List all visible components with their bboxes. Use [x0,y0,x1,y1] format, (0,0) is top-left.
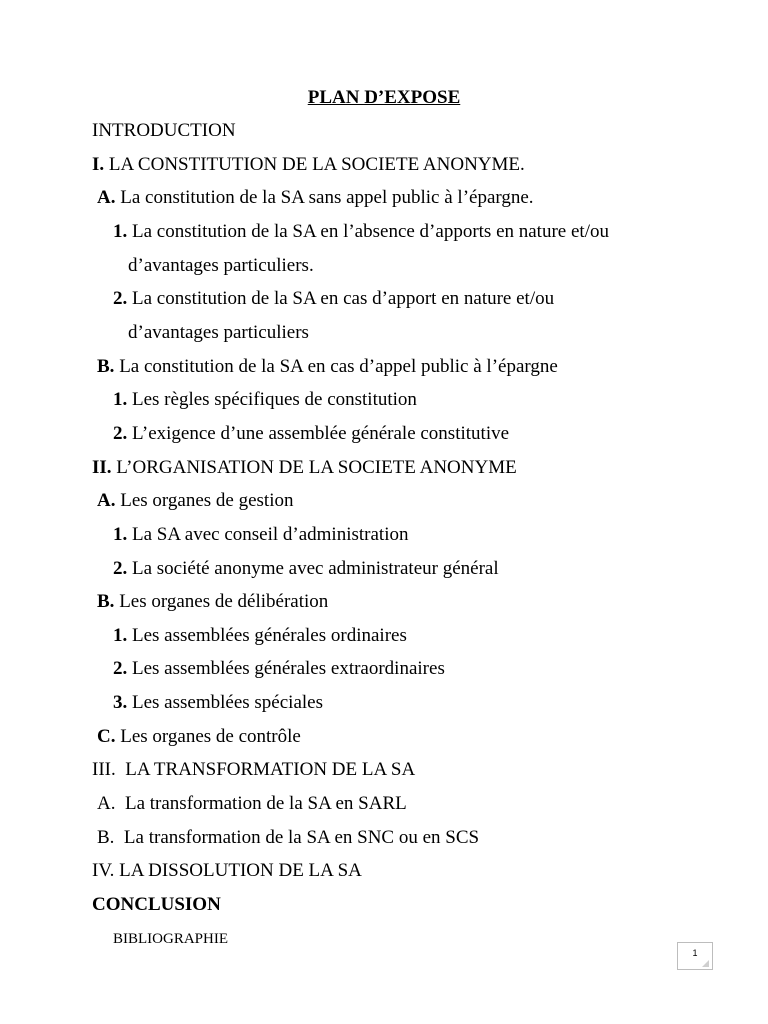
line-text: Les assemblées spéciales [127,692,323,713]
line-text: Les organes de gestion [115,490,294,511]
line-number: 2. [113,658,128,679]
line-text: Les règles spécifiques de constitution [127,389,417,410]
page-number: 1 [692,948,698,958]
line-number: 1. [113,221,128,242]
line-number: C. [97,726,116,747]
outline-part-2-b-3 [113,691,323,715]
line-number: I. [92,154,105,175]
line-text: La constitution de la SA en cas d’appel public à l’épargne [114,356,558,377]
line-number: 2. [113,423,128,444]
outline-part-3-a [97,792,407,816]
line-text: L’exigence d’une assemblée générale constitutive [127,423,510,444]
line-text: INTRODUCTION [92,120,236,141]
line-number: A. [97,187,116,208]
line-text: Les assemblées générales ordinaires [127,625,407,646]
line-number: B. [97,356,115,377]
outline-part-1-a-2-cont [128,321,309,345]
line-text: Les organes de délibération [114,591,329,612]
document-title: PLAN D’EXPOSE [307,87,461,108]
line-text: La société anonyme avec administrateur général [127,558,499,579]
line-text: La constitution de la SA en l’absence d’apports en nature et/ou [127,221,609,242]
outline-part-1-a-1 [113,220,609,244]
line-number: A. [97,490,116,511]
line-number: 1. [113,625,128,646]
outline-part-1-a-1-cont [128,254,314,278]
line-text: Les organes de contrôle [115,726,301,747]
line-text: L’ORGANISATION DE LA SOCIETE ANONYME [111,457,517,478]
line-text: Les assemblées générales extraordinaires [127,658,445,679]
outline-part-1-a [97,186,534,210]
outline-conclusion [92,893,221,917]
outline-part-1-b [97,355,558,379]
line-number: II. [92,457,112,478]
line-number: B. [97,591,115,612]
page-number-box [677,942,713,970]
outline-part-2 [92,456,517,480]
outline-part-2-a-1 [113,523,408,547]
line-number: 3. [113,692,128,713]
line-text: La constitution de la SA en cas d’apport en nature et/ou [127,288,555,309]
outline-part-1-b-1 [113,388,417,412]
line-text: CONCLUSION [92,894,221,915]
outline-part-2-b [97,590,328,614]
outline-introduction [92,119,236,143]
page-curl-icon [702,960,709,967]
outline-bibliography [113,927,228,951]
line-text: La SA avec conseil d’administration [127,524,409,545]
line-text: La constitution de la SA sans appel public à l’épargne. [115,187,534,208]
outline-part-3-b [97,826,479,850]
outline-part-3 [92,758,415,782]
line-number: 1. [113,389,128,410]
line-number: 2. [113,558,128,579]
outline-part-1-a-2 [113,287,554,311]
line-number: 2. [113,288,128,309]
line-text: IV. LA DISSOLUTION DE LA SA [92,860,362,881]
line-number: 1. [113,524,128,545]
line-text: A. La transformation de la SA en SARL [97,793,407,814]
line-text: d’avantages particuliers [128,322,309,343]
outline-part-2-a-2 [113,557,499,581]
line-text: B. La transformation de la SA en SNC ou en SCS [97,827,480,848]
line-text: d’avantages particuliers. [128,255,314,276]
outline-part-2-c [97,725,301,749]
line-text: BIBLIOGRAPHIE [113,931,228,947]
line-text: LA CONSTITUTION DE LA SOCIETE ANONYME. [104,154,525,175]
outline-part-2-b-1 [113,624,407,648]
outline-part-4 [92,859,362,883]
outline-part-2-b-2 [113,657,445,681]
outline-part-2-a [97,489,293,513]
line-text: III. LA TRANSFORMATION DE LA SA [92,759,416,780]
outline-part-1 [92,153,525,177]
outline-part-1-b-2 [113,422,509,446]
